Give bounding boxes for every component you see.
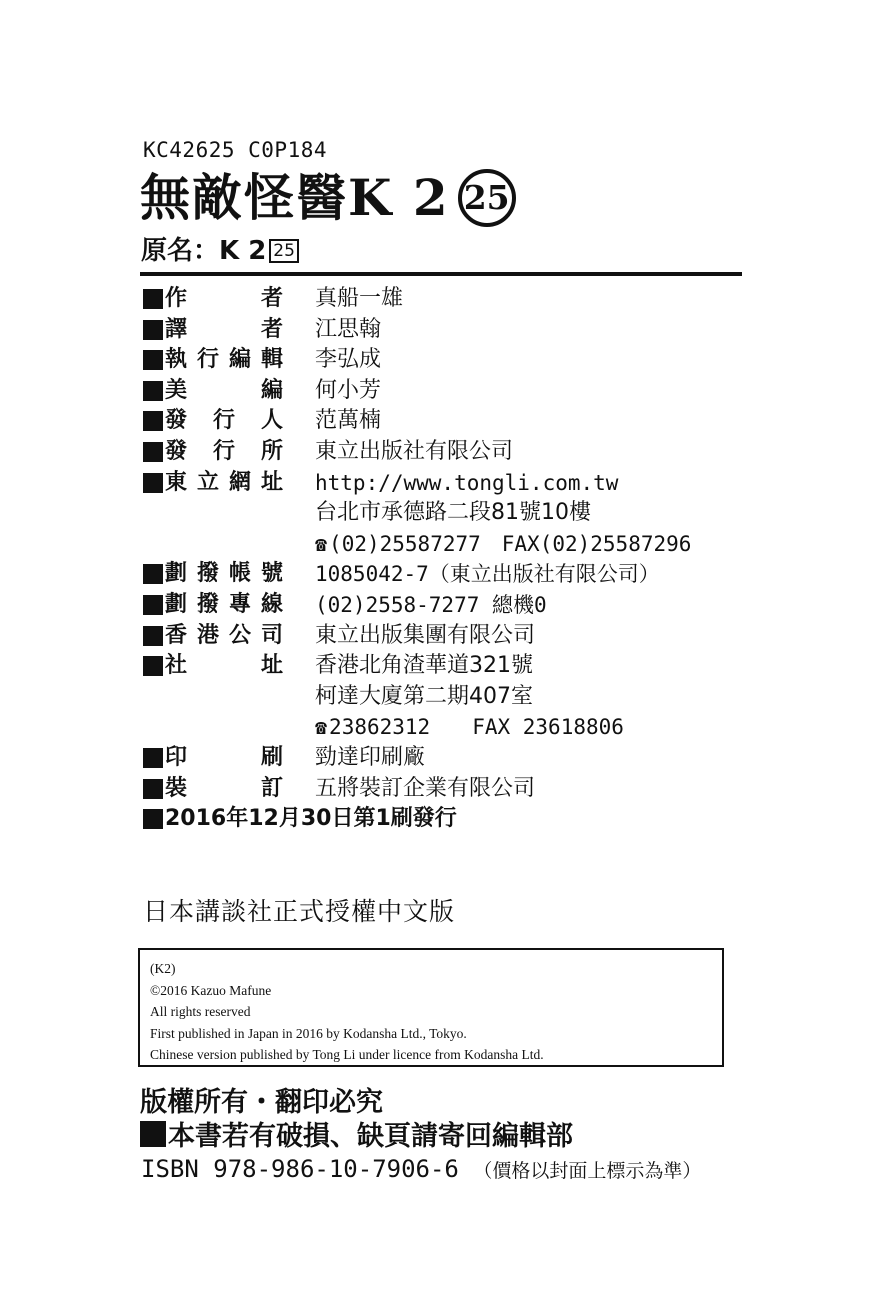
black-square-bullet-icon: [143, 473, 163, 493]
credit-value-text: 江思翰: [315, 316, 382, 342]
credit-value-text: (02)25587277 FAX(02)25587296: [329, 531, 692, 556]
copyright-line: All rights reserved: [150, 1004, 251, 1019]
credit-label-char: 網: [228, 469, 251, 495]
credit-label-char: 編: [260, 377, 283, 403]
credit-label-char: 美: [165, 377, 188, 403]
credit-label-char: 東: [165, 469, 188, 495]
credit-label-char: 者: [260, 316, 283, 342]
credit-row: [143, 406, 743, 437]
credit-label: [143, 284, 315, 315]
publication-date-text: 2016年12月30日第1刷發行: [165, 806, 457, 832]
credit-label-char: 譯: [165, 316, 188, 342]
price-note: （價格以封面上標示為準）: [473, 1160, 702, 1182]
credit-row: [143, 468, 743, 499]
credit-value-text: 台北市承德路二段81號10樓: [315, 500, 591, 526]
catalog-code: KC42625 C0P184: [143, 138, 328, 162]
credit-value: [315, 712, 624, 743]
credit-value: [315, 682, 533, 713]
isbn-line: [141, 1155, 701, 1183]
credit-label: [143, 621, 315, 652]
credit-label: [143, 376, 315, 407]
credit-value-text: 何小芳: [315, 377, 382, 403]
credit-value: [315, 345, 381, 376]
credit-label-char: 專: [228, 591, 251, 617]
credit-label-char: 號: [260, 561, 283, 587]
credit-row: [143, 284, 743, 315]
copyright-line: Chinese version published by Tong Li under licence from Kodansha Ltd.: [150, 1047, 544, 1062]
black-square-bullet-icon: [143, 411, 163, 431]
credit-value: [315, 743, 425, 774]
credit-label-char: 司: [260, 622, 283, 648]
credit-value-text: 柯達大廈第二期407室: [315, 683, 533, 709]
credit-label-char: 發: [165, 408, 188, 434]
credit-value: [315, 376, 381, 407]
credit-row: [143, 621, 743, 652]
credit-value: [315, 529, 691, 560]
black-square-bullet-icon: [143, 779, 163, 799]
credit-value-text: 東立出版社有限公司: [315, 438, 514, 464]
credit-label-char: 劃: [165, 561, 188, 587]
phone-icon: ☎: [315, 531, 328, 556]
credit-label-char: 刷: [260, 744, 283, 770]
credit-label: [143, 406, 315, 437]
credit-label-char: 撥: [196, 591, 219, 617]
credit-row: [143, 315, 743, 346]
credit-row: [143, 774, 743, 805]
credit-value: [315, 774, 535, 805]
credit-label-char: 行: [212, 408, 235, 434]
credit-value-text: 東立出版集團有限公司: [315, 622, 536, 648]
credit-value-text: http://www.tongli.com.tw: [315, 470, 619, 495]
credit-row: [143, 743, 743, 774]
credit-value: [315, 651, 533, 682]
credit-row: [143, 651, 743, 682]
black-square-bullet-icon: [143, 381, 163, 401]
isbn-number: ISBN 978-986-10-7906-6: [141, 1155, 459, 1183]
copyright-lines: [140, 950, 722, 1066]
black-square-bullet-icon: [143, 626, 163, 646]
credit-row: [143, 345, 743, 376]
black-square-bullet-icon: [143, 656, 163, 676]
credit-label-char: 輯: [260, 347, 283, 373]
copyright-line: First published in Japan in 2016 by Kodansha Ltd., Tokyo.: [150, 1025, 467, 1041]
black-square-bullet-icon: [143, 748, 163, 768]
credit-label-char: 行: [196, 347, 219, 373]
credit-value-text: 1085042-7（東立出版社有限公司）: [315, 562, 660, 587]
credit-label: [143, 774, 315, 805]
book-title: [140, 166, 516, 230]
copyright-line: ©2016 Kazuo Mafune: [150, 982, 272, 998]
black-square-bullet-icon: [143, 809, 163, 829]
black-square-bullet-icon: [143, 595, 163, 615]
credit-label-char: 劃: [165, 591, 188, 617]
credit-value-text: 真船一雄: [315, 286, 404, 311]
credit-label: [143, 468, 315, 499]
credit-label-char: 址: [260, 653, 283, 679]
credit-value: [315, 468, 618, 499]
book-title-text: 無敵怪醫K 2: [140, 168, 450, 227]
credit-value-text: 五將裝訂企業有限公司: [315, 775, 536, 801]
credit-value-text: 勁達印刷廠: [315, 744, 426, 770]
credit-row: [143, 376, 743, 407]
credit-row: [143, 498, 743, 529]
black-square-bullet-icon: [143, 442, 163, 462]
credit-label-char: 行: [212, 438, 235, 464]
credit-label: [143, 651, 315, 682]
credit-label-char: 發: [165, 438, 188, 464]
black-square-bullet-icon: [140, 1121, 166, 1147]
credit-label-char: 撥: [196, 561, 219, 587]
credit-label: [143, 559, 315, 590]
black-square-bullet-icon: [143, 564, 163, 584]
credit-row: [143, 529, 743, 560]
credit-value: [315, 590, 547, 621]
damage-report-text: 本書若有破損、缺頁請寄回編輯部: [168, 1121, 573, 1152]
credit-value-text: 23862312 FAX 23618806: [329, 715, 624, 740]
credit-value: [315, 315, 381, 346]
credit-value-text: 香港北角渣華道321號: [315, 653, 533, 679]
credit-label-char: 帳: [228, 561, 251, 587]
credit-label: [143, 590, 315, 621]
credit-label-char: 者: [260, 286, 283, 311]
credit-label-char: 立: [196, 469, 219, 495]
credit-value: [315, 559, 660, 590]
copyright-box: [138, 948, 724, 1067]
credit-label-char: 作: [165, 286, 188, 311]
credit-label: [143, 712, 315, 743]
credit-label-char: 印: [165, 744, 188, 770]
credit-label: [143, 345, 315, 376]
original-title: [141, 235, 299, 267]
credit-label-char: 訂: [260, 775, 283, 801]
credit-value-text: (02)2558-7277 總機0: [315, 592, 547, 617]
credit-label: [143, 682, 315, 713]
credit-label-char: 人: [260, 408, 283, 434]
credit-label-char: 裝: [165, 775, 188, 801]
credit-label: [143, 315, 315, 346]
credit-value: [315, 284, 403, 315]
credit-label-char: 執: [165, 347, 188, 373]
license-statement: 日本講談社正式授權中文版: [143, 897, 456, 926]
title-divider: [140, 272, 742, 276]
credits-table: [143, 284, 743, 835]
credit-row: [143, 712, 743, 743]
credit-label-char: 線: [260, 591, 283, 617]
credit-value: [315, 498, 591, 529]
credit-row: [143, 559, 743, 590]
original-volume-box: 25: [269, 239, 299, 263]
damage-report-note: [140, 1114, 573, 1153]
credit-row: [143, 437, 743, 468]
credit-value-text: 李弘成: [315, 347, 382, 373]
credit-label: [143, 529, 315, 560]
credit-value: [315, 621, 535, 652]
credit-label-char: 所: [260, 438, 283, 464]
credit-value-text: 范萬楠: [315, 408, 382, 434]
credit-label: [143, 437, 315, 468]
credit-label-char: 址: [260, 469, 283, 495]
original-title-text: 原名：K 2: [141, 236, 267, 266]
publication-date: [143, 804, 743, 835]
credit-label: [143, 498, 315, 529]
black-square-bullet-icon: [143, 350, 163, 370]
phone-icon: ☎: [315, 715, 328, 740]
credit-label-char: 公: [228, 622, 251, 648]
volume-circle-number: 25: [458, 169, 516, 227]
credit-label-char: 港: [196, 622, 219, 648]
credit-value: [315, 437, 513, 468]
black-square-bullet-icon: [143, 289, 163, 309]
credit-label-char: 社: [165, 653, 188, 679]
credit-row: [143, 682, 743, 713]
black-square-bullet-icon: [143, 320, 163, 340]
rights-statement: 版權所有・翻印必究: [140, 1087, 383, 1118]
credit-value: [315, 406, 381, 437]
credit-label: [143, 743, 315, 774]
credit-label-char: 香: [165, 622, 188, 648]
credit-row: [143, 590, 743, 621]
copyright-line: (K2): [150, 961, 176, 976]
credit-label-char: 編: [228, 347, 251, 373]
